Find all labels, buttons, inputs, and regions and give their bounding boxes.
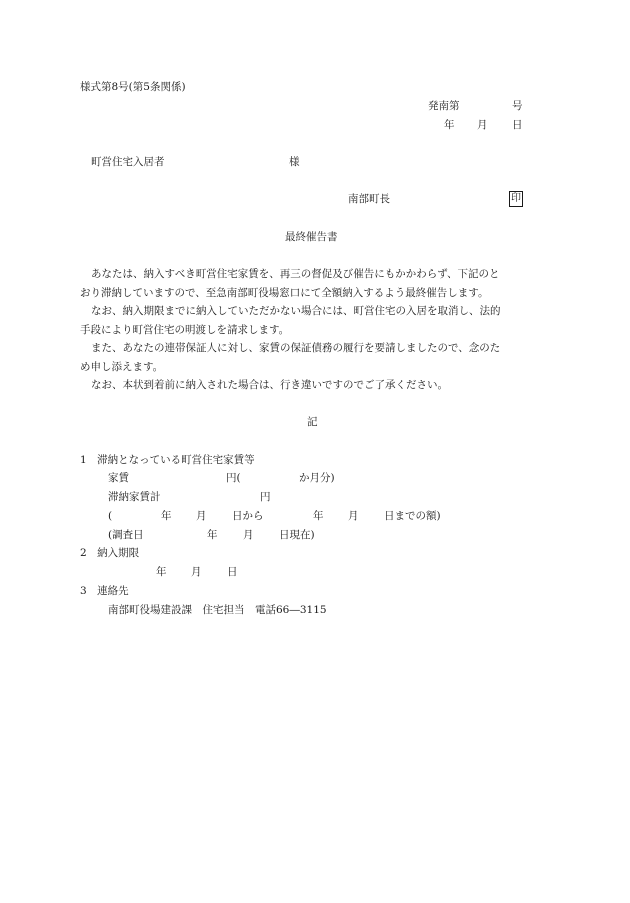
body-p2-line2: 手段により町営住宅の明渡しを請求します。 <box>80 323 290 336</box>
addressee-label: 町営住宅入居者 <box>91 156 165 168</box>
body-p1-line2: おり滞納していますので、至急南部町役場窓口にて全額納入するよう最終催告します。 <box>80 286 489 299</box>
issue-date-day: 日 <box>512 119 523 131</box>
item1-heading: 1 滞納となっている町営住宅家賃等 <box>80 454 255 466</box>
item2-heading: 2 納入期限 <box>80 547 140 559</box>
seal-mark: 印 <box>509 191 523 207</box>
rent-months: か月分) <box>299 472 335 484</box>
total-label: 滞納家賃計 <box>108 491 161 503</box>
issue-date-month: 月 <box>477 119 488 131</box>
survey-year: 年 <box>207 529 218 541</box>
body-p3-line2: め申し添えます。 <box>80 360 164 373</box>
contact-info: 南部町役場建設課 住宅担当 電話66―3115 <box>108 604 327 616</box>
period-year-from: 年 <box>161 510 172 522</box>
addressee-honorific: 様 <box>289 156 300 168</box>
document-title: 最終催告書 <box>285 231 338 243</box>
item3-heading: 3 連絡先 <box>80 585 129 597</box>
deadline-month: 月 <box>191 566 202 578</box>
survey-label: (調査日 <box>108 529 144 541</box>
ki-heading: 記 <box>307 416 318 428</box>
body-p3-line1: また、あなたの連帯保証人に対し、家賃の保証債務の履行を要請しましたので、念のた <box>91 342 501 354</box>
survey-month: 月 <box>243 529 254 541</box>
survey-day: 日現在) <box>279 529 315 541</box>
sender-title: 南部町長 <box>348 193 390 205</box>
rent-yen: 円( <box>226 472 241 484</box>
period-open: ( <box>108 510 113 522</box>
body-p2-line1: なお、納入期限までに納入していただかない場合には、町営住宅の入居を取消し、法的 <box>91 305 501 317</box>
body-p4-line1: なお、本状到着前に納入された場合は、行き違いですのでご了承ください。 <box>91 379 448 391</box>
period-year-to: 年 <box>313 510 324 522</box>
rent-label: 家賃 <box>108 472 129 484</box>
period-from: 日から <box>232 510 264 522</box>
issue-date-year: 年 <box>444 119 455 131</box>
period-month-to: 月 <box>348 510 359 522</box>
body-text <box>80 265 550 395</box>
issue-number-suffix: 号 <box>512 100 523 112</box>
deadline-year: 年 <box>156 566 167 578</box>
issue-number-prefix: 発南第 <box>428 100 460 112</box>
deadline-day: 日 <box>227 566 238 578</box>
period-to: 日までの額) <box>384 510 441 522</box>
form-number-label: 様式第8号(第5条関係) <box>80 81 186 93</box>
total-yen: 円 <box>260 491 271 503</box>
period-month-from: 月 <box>196 510 207 522</box>
body-p1-line1: あなたは、納入すべき町営住宅家賃を、再三の督促及び催告にもかかわらず、下記のと <box>91 268 500 280</box>
